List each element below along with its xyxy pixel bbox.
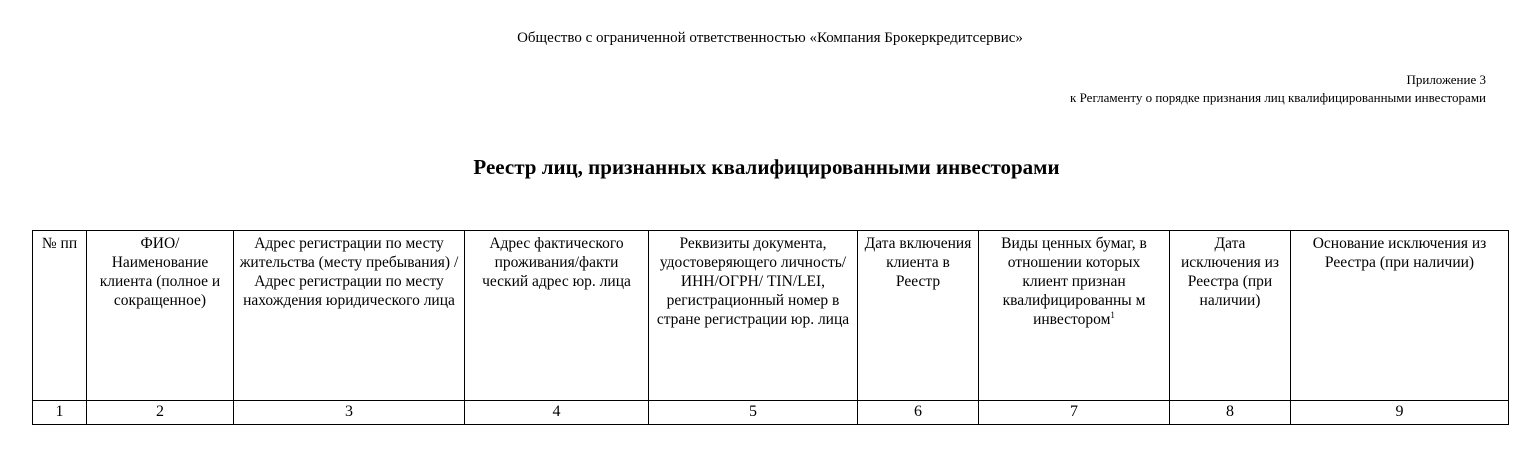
header-row xyxy=(33,231,1509,401)
appendix-regulation: к Регламенту о порядке признания лиц квалифицированными инвесторами xyxy=(1070,90,1486,105)
column-number: 5 xyxy=(649,401,858,425)
document-title: Реестр лиц, признанных квалифицированными инвесторами xyxy=(473,155,1060,179)
column-number: 8 xyxy=(1170,401,1291,425)
appendix-reference xyxy=(1070,71,1486,107)
column-number: 3 xyxy=(234,401,465,425)
securities-types-label: Виды ценных бумаг, в отношении которых клиент признан квалифицированны м инвестором xyxy=(1001,235,1147,328)
col-header-exclusion-date: Дата исключения из Реестра (при наличии) xyxy=(1170,231,1291,401)
column-number-row xyxy=(33,401,1509,425)
column-number: 7 xyxy=(979,401,1170,425)
col-header-exclusion-reason: Основание исключения из Реестра (при наличии) xyxy=(1291,231,1509,401)
col-header-number: № пп xyxy=(33,231,87,401)
col-header-client-name: ФИО/ Наименование клиента (полное и сокращенное) xyxy=(87,231,234,401)
column-number: 2 xyxy=(87,401,234,425)
col-header-actual-address: Адрес фактического проживания/факти ческий адрес юр. лица xyxy=(465,231,649,401)
column-number: 6 xyxy=(858,401,979,425)
col-header-id-document: Реквизиты документа, удостоверяющего личность/ИНН/ОГРН/ TIN/LEI, регистрационный номер в стране регистрации юр. лица xyxy=(649,231,858,401)
organization-name: Общество с ограниченной ответственностью «Компания Брокеркредитсервис» xyxy=(517,30,1023,46)
column-number: 9 xyxy=(1291,401,1509,425)
col-header-registration-address: Адрес регистрации по месту жительства (месту пребывания) /Адрес регистрации по месту нахождения юридического лица xyxy=(234,231,465,401)
column-number: 1 xyxy=(33,401,87,425)
footnote-mark: 1 xyxy=(1110,309,1115,320)
column-number: 4 xyxy=(465,401,649,425)
registry-table xyxy=(32,230,1509,425)
col-header-inclusion-date: Дата включения клиента в Реестр xyxy=(858,231,979,401)
appendix-number: Приложение 3 xyxy=(1406,72,1486,87)
col-header-securities-types xyxy=(979,231,1170,401)
